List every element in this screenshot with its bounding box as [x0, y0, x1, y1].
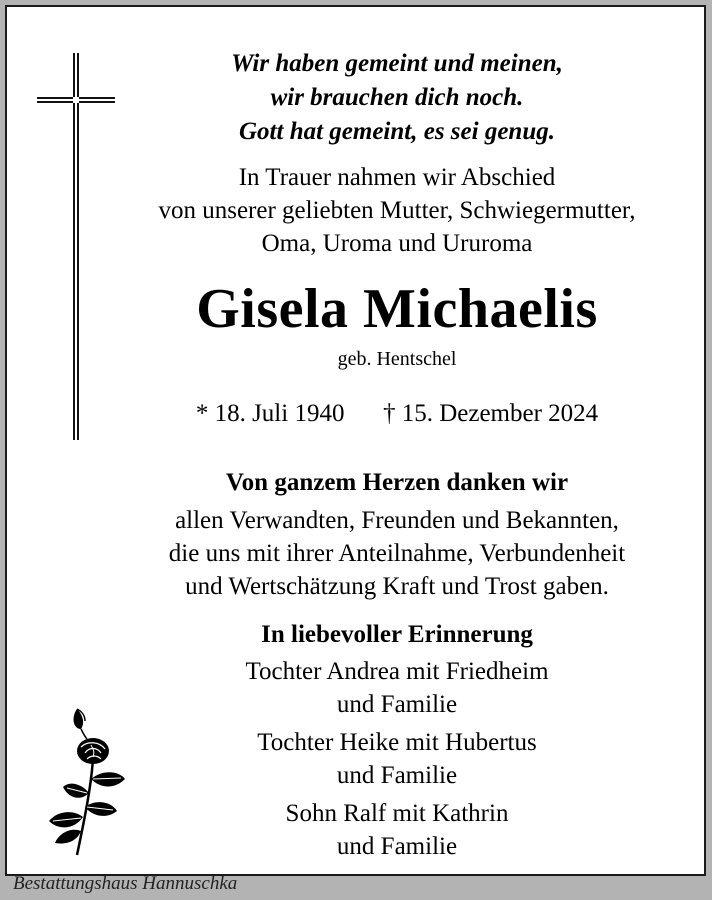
memory-line-6: und Familie [336, 833, 458, 860]
motto-line-3: Gott hat gemeint, es sei genug. [239, 118, 555, 145]
intro-line-1: In Trauer nahmen wir Abschied [238, 164, 556, 191]
life-dates [97, 400, 697, 428]
motto-line-2: wir brauchen dich noch. [270, 84, 524, 111]
deceased-name: Gisela Michaelis [196, 278, 598, 340]
birth-name: geb. Hentschel [337, 348, 457, 370]
motto-line-1: Wir haben gemeint und meinen, [231, 50, 563, 77]
memory-line-4: und Familie [336, 762, 458, 789]
memory-line-1: Tochter Andrea mit Friedheim [245, 658, 549, 685]
thanks-line-1: allen Verwandten, Freunden und Bekannten, [175, 507, 619, 534]
thanks-heading: Von ganzem Herzen danken wir [225, 469, 569, 496]
thanks-line-2: die uns mit ihrer Anteilnahme, Verbundenheit [168, 540, 626, 567]
birth-date: * 18. Juli 1940 [195, 400, 345, 427]
death-date: † 15. Dezember 2024 [382, 400, 599, 427]
obituary-card [5, 5, 706, 876]
memory-line-3: Tochter Heike mit Hubertus [257, 729, 537, 756]
memory-line-5: Sohn Ralf mit Kathrin [285, 800, 509, 827]
intro-line-3: Oma, Uroma und Ururoma [261, 230, 533, 257]
rose-icon [41, 707, 133, 857]
memory-line-2: und Familie [336, 691, 458, 718]
intro-line-2: von unserer geliebten Mutter, Schwiegermutter, [158, 197, 636, 224]
funeral-home-name: Bestattungshaus Hannuschka [13, 873, 238, 894]
thanks-line-3: und Wertschätzung Kraft und Trost gaben. [185, 573, 609, 600]
memory-heading: In liebevoller Erinnerung [261, 621, 533, 648]
